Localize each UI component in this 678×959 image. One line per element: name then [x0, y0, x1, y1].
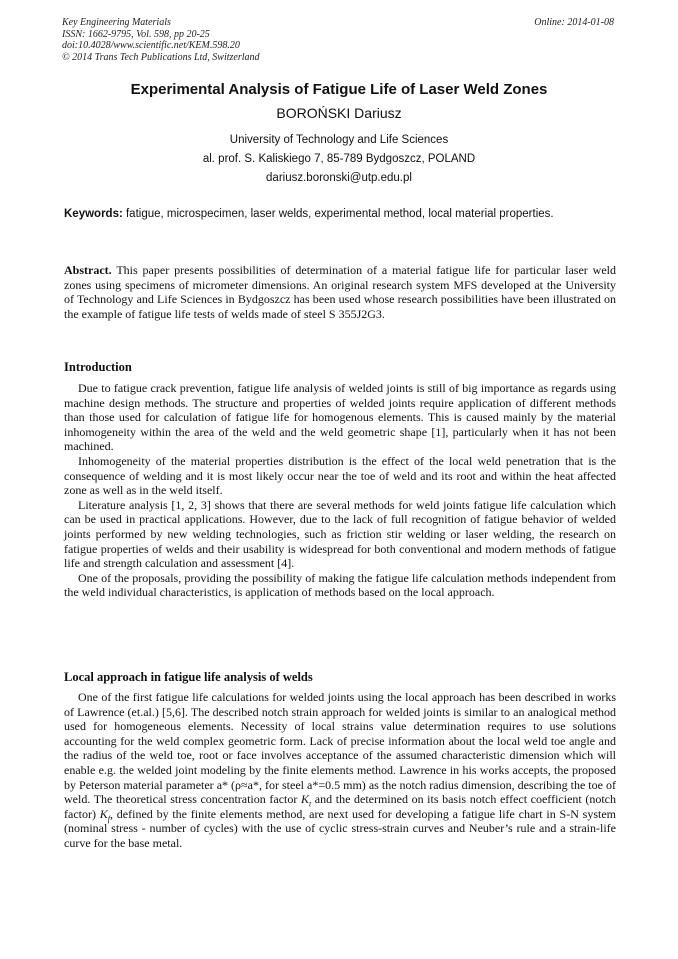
introduction-heading: Introduction [64, 360, 132, 374]
intro-paragraph-2: Inhomogeneity of the material properties distribution is the effect of the local weld penetration that is the consequence of welding and it is most likely occur near the toe of weld and its root and within the heat affected zone as well as in the weld itself. [64, 453, 616, 498]
intro-paragraph-4: One of the proposals, providing the possibility of making the fatigue life calculation methods independent from the weld individual characteristics, is application of methods based on the local approach. [64, 570, 616, 600]
kf-symbol: $K_f$ [99, 806, 111, 824]
abstract [64, 263, 616, 321]
local-approach-heading: Local approach in fatigue life analysis of welds [64, 670, 313, 684]
local-approach-body [64, 690, 616, 851]
journal-name: Key Engineering Materials [62, 17, 171, 28]
doi-line[interactable]: doi:10.4028/www.scientific.net/KEM.598.20 [62, 40, 240, 51]
abstract-text: This paper presents possibilities of determination of a material fatigue life for particular laser weld zones using specimens of micrometer dimensions. An original research system MFS developed at the University of Technology and Life Sciences in Bydgoszcz has been used whose research possibilities have been illustrated on the example of fatigue life tests of welds made of steel S 355J2G3. [64, 263, 616, 321]
intro-paragraph-1: Due to fatigue crack prevention, fatigue life analysis of welded joints is still of big importance as regards using machine design methods. The structure and properties of welded joints require application of different methods than those used for calculation of fatigue life for homogenous elements. This is caused mainly by the material inhomogeneity within the area of the weld and the weld geometric shape [1], particularly when it has not been machined. [64, 381, 616, 454]
intro-paragraph-3: Literature analysis [1, 2, 3] shows that there are several methods for weld joints fatigue life calculation which can be used in practical applications. However, due to the lack of full recognition of fatigue behavior of welded joints performed by new welding technologies, such as friction stir welding or laser welding, the research on fatigue properties of welds and their usability is widespread for both conventional and modern methods of fatigue life and strength calculation and assessment [4]. [64, 497, 616, 571]
author-name: BOROŃSKI Dariusz [276, 105, 402, 121]
keywords-label: Keywords: [64, 208, 123, 220]
local-text-part-2: and the determined on its basis notch effect coefficient (notch factor) [64, 792, 616, 821]
email-line[interactable]: dariusz.boronski@utp.edu.pl [266, 172, 412, 184]
issn-line: ISSN: 1662-9795, Vol. 598, pp 20-25 [62, 28, 210, 40]
journal-header [62, 17, 260, 63]
keywords [64, 208, 616, 220]
abstract-label: Abstract. [64, 263, 112, 277]
university-line: University of Technology and Life Sciences [229, 134, 449, 146]
online-date: Online: 2014-01-08 [534, 17, 614, 28]
introduction-body [64, 381, 616, 600]
local-text-part-1: One of the first fatigue life calculations for welded joints using the local approach has been described in works of Lawrence (et.al.) [5,6]. The described notch strain approach for welded joints is similar to an analogical method used for homogeneous elements. Necessity of local strains value determination requires to use solutions accounting for the weld complex geometric form. Lack of precise information about the local weld toe angle and the radius of the weld toe, root or face involves acceptance of the assumed characteristic dimension which will enable e.g. the welded joint modeling by the finite elements method. Lawrence in his works accepts, the proposed by Peterson material parameter a* (ρ≈a*, for steel a*=0.5 mm) as the notch radius dimension, describing the toe of weld. The theoretical stress concentration factor [64, 690, 616, 807]
local-text-part-3: , defined by the finite elements method, are next used for developing a fatigue life chart in S-N system (nominal stress - number of cycles) with the use of cyclic stress-strain curves and Neuber’s rule and a strain-life curve for the base metal. [64, 806, 616, 850]
paper-title: Experimental Analysis of Fatigue Life of Laser Weld Zones [130, 81, 548, 98]
affiliation-block [0, 131, 678, 188]
address-line: al. prof. S. Kaliskiego 7, 85-789 Bydgoszcz, POLAND [202, 153, 476, 165]
local-approach-paragraph [64, 690, 616, 851]
kt-symbol: $K_t$ [300, 792, 312, 809]
keywords-text: fatigue, microspecimen, laser welds, experimental method, local material properties. [122, 208, 554, 220]
copyright-line: © 2014 Trans Tech Publications Ltd, Switzerland [62, 51, 260, 63]
